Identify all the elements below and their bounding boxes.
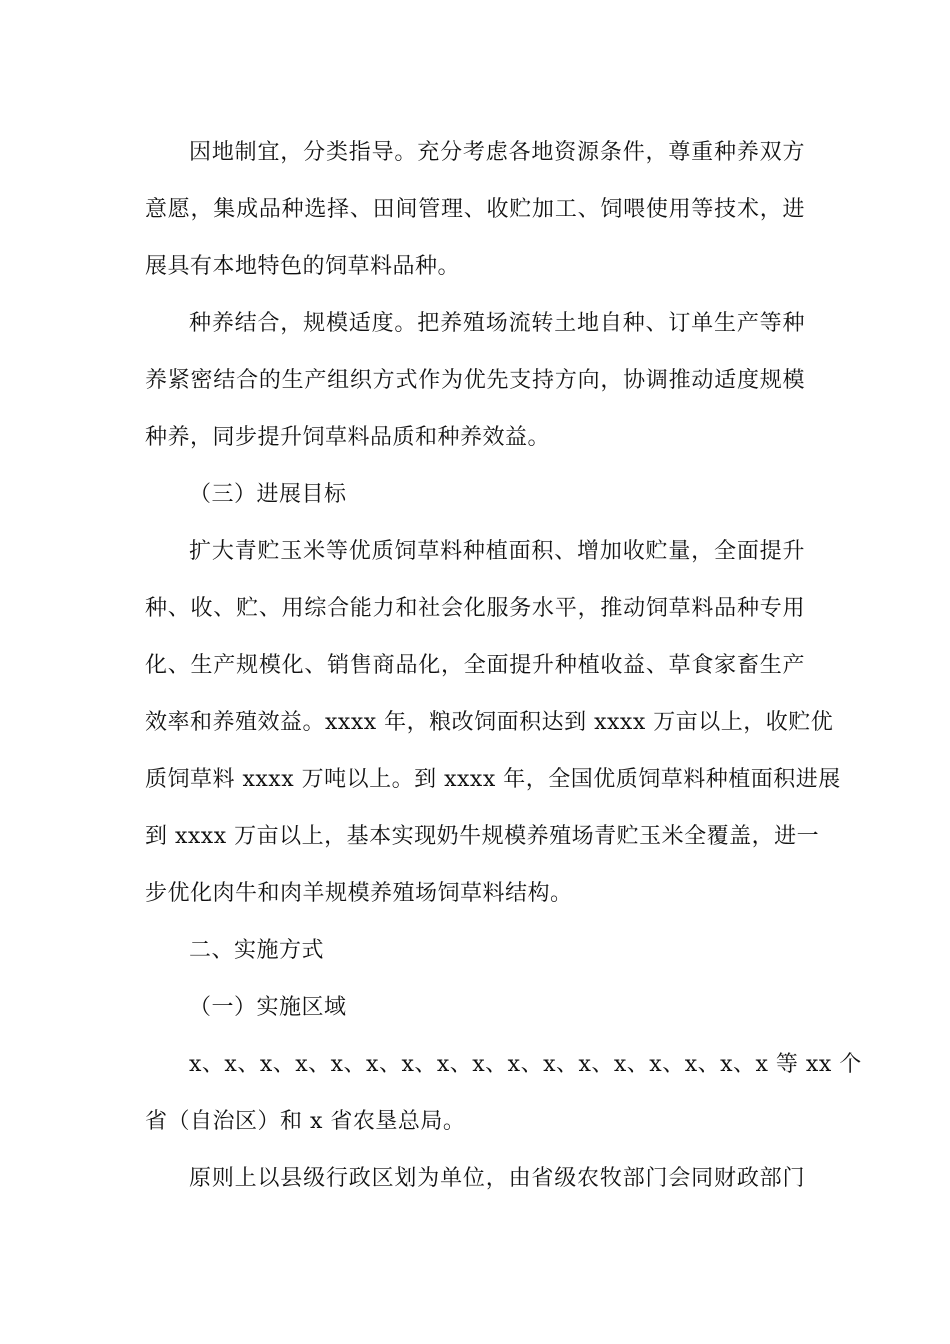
paragraph: [145, 523, 841, 922]
section-heading: [145, 979, 805, 1036]
paragraph-line: x、x、x、x、x、x、x、x、x、x、x、x、x、x、x、x、x 等 xx 个: [189, 1052, 862, 1077]
paragraph-line: 种养结合，规模适度。把养殖场流转土地自种、订单生产等种: [189, 311, 805, 336]
paragraph-line: 种养，同步提升饲草料品质和种养效益。: [145, 425, 551, 450]
paragraph-line: 意愿，集成品种选择、田间管理、收贮加工、饲喂使用等技术，进: [145, 197, 805, 222]
heading-text: （一）实施区域: [189, 995, 347, 1020]
heading-text: 二、实施方式: [189, 938, 325, 963]
paragraph-line: 因地制宜，分类指导。充分考虑各地资源条件，尊重种养双方: [189, 140, 805, 165]
paragraph: [145, 295, 805, 466]
paragraph-line: 化、生产规模化、销售商品化，全面提升种植收益、草食家畜生产: [145, 653, 805, 678]
paragraph-line: 到 xxxx 万亩以上，基本实现奶牛规模养殖场青贮玉米全覆盖，进一: [145, 824, 820, 849]
paragraph-line: 扩大青贮玉米等优质饲草料种植面积、增加收贮量，全面提升: [189, 539, 805, 564]
paragraph-line: 省（自治区）和 x 省农垦总局。: [145, 1109, 466, 1134]
section-heading: [145, 466, 805, 523]
section-heading: [145, 922, 805, 979]
heading-text: （三）进展目标: [189, 482, 347, 507]
paragraph-line: 原则上以县级行政区划为单位，由省级农牧部门会同财政部门: [189, 1166, 805, 1191]
paragraph: [145, 124, 805, 295]
paragraph-line: 养紧密结合的生产组织方式作为优先支持方向，协调推动适度规模: [145, 368, 805, 393]
paragraph-line: 种、收、贮、用综合能力和社会化服务水平，推动饲草料品种专用: [145, 596, 805, 621]
paragraph-line: 步优化肉牛和肉羊规模养殖场饲草料结构。: [145, 881, 573, 906]
paragraph: [145, 1150, 805, 1207]
paragraph-line: 效率和养殖效益。xxxx 年，粮改饲面积达到 xxxx 万亩以上，收贮优: [145, 710, 834, 735]
paragraph-line: 质饲草料 xxxx 万吨以上。到 xxxx 年，全国优质饲草料种植面积进展: [145, 767, 841, 792]
paragraph-line: 展具有本地特色的饲草料品种。: [145, 254, 461, 279]
paragraph: [145, 1036, 862, 1150]
document-body: [145, 124, 862, 1207]
